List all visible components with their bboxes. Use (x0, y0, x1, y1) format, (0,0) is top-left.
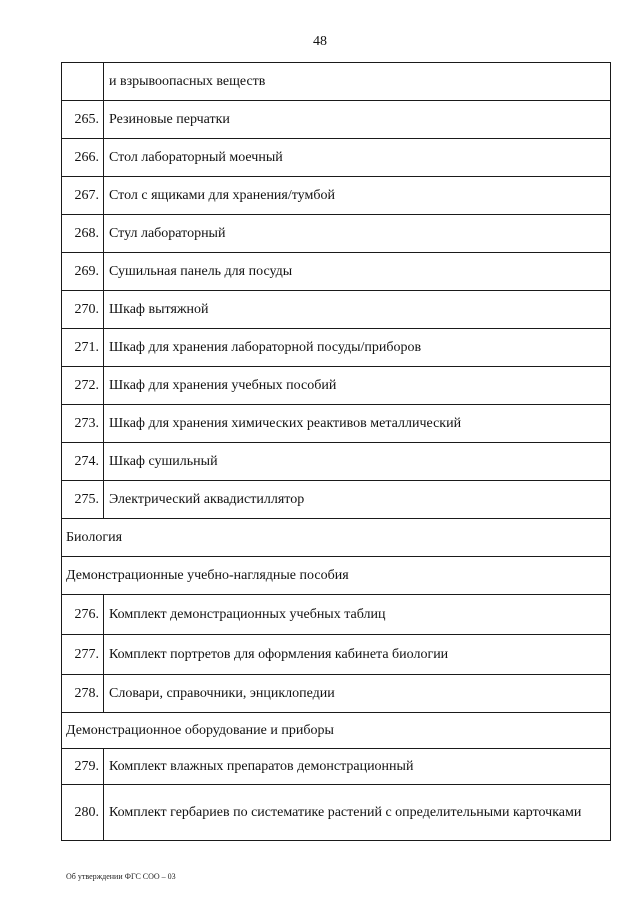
section-row (62, 519, 611, 557)
section-row (62, 713, 611, 749)
table-row (62, 367, 611, 405)
row-number: 279. (62, 749, 104, 785)
table-row (62, 101, 611, 139)
row-number: 266. (62, 139, 104, 177)
table-row (62, 405, 611, 443)
row-number: 275. (62, 481, 104, 519)
row-item-name: Шкаф для хранения учебных пособий (104, 367, 611, 405)
row-number: 265. (62, 101, 104, 139)
row-number (62, 63, 104, 101)
row-item-name: Сушильная панель для посуды (104, 253, 611, 291)
table-row (62, 253, 611, 291)
table-row (62, 177, 611, 215)
row-number: 276. (62, 595, 104, 635)
row-number: 270. (62, 291, 104, 329)
section-heading-demo-equipment: Демонстрационное оборудование и приборы (62, 713, 611, 749)
row-item-name: и взрывоопасных веществ (104, 63, 611, 101)
row-number: 268. (62, 215, 104, 253)
row-item-name: Комплект демонстрационных учебных таблиц (104, 595, 611, 635)
table-row (62, 215, 611, 253)
table-row (62, 139, 611, 177)
row-number: 272. (62, 367, 104, 405)
section-heading-biology: Биология (62, 519, 611, 557)
table-row (62, 443, 611, 481)
row-number: 274. (62, 443, 104, 481)
table-row (62, 481, 611, 519)
section-row (62, 557, 611, 595)
row-item-name: Комплект портретов для оформления кабинета биологии (104, 635, 611, 675)
row-item-name: Шкаф для хранения химических реактивов металлический (104, 405, 611, 443)
row-number: 280. (62, 785, 104, 841)
section-heading-demo-aids: Демонстрационные учебно-наглядные пособия (62, 557, 611, 595)
row-item-name: Стол с ящиками для хранения/тумбой (104, 177, 611, 215)
table-row (62, 329, 611, 367)
table-row (62, 291, 611, 329)
table-row (62, 749, 611, 785)
row-item-name: Электрический аквадистиллятор (104, 481, 611, 519)
row-number: 273. (62, 405, 104, 443)
table-row (62, 63, 611, 101)
table-row (62, 635, 611, 675)
row-number: 271. (62, 329, 104, 367)
row-number: 269. (62, 253, 104, 291)
row-item-name: Словари, справочники, энциклопедии (104, 675, 611, 713)
row-number: 277. (62, 635, 104, 675)
row-item-name: Шкаф сушильный (104, 443, 611, 481)
equipment-table (61, 62, 611, 841)
row-number: 267. (62, 177, 104, 215)
row-item-name: Комплект гербариев по систематике растений с определительными карточками (104, 785, 611, 841)
row-item-name: Шкаф вытяжной (104, 291, 611, 329)
row-number: 278. (62, 675, 104, 713)
row-item-name: Стул лабораторный (104, 215, 611, 253)
page-number: 48 (313, 34, 327, 49)
document-footer: Об утверждении ФГС СОО – 03 (66, 872, 176, 881)
row-item-name: Стол лабораторный моечный (104, 139, 611, 177)
row-item-name: Комплект влажных препаратов демонстрационный (104, 749, 611, 785)
row-item-name: Шкаф для хранения лабораторной посуды/приборов (104, 329, 611, 367)
table-row (62, 675, 611, 713)
row-item-name: Резиновые перчатки (104, 101, 611, 139)
table-row (62, 595, 611, 635)
table-row (62, 785, 611, 841)
